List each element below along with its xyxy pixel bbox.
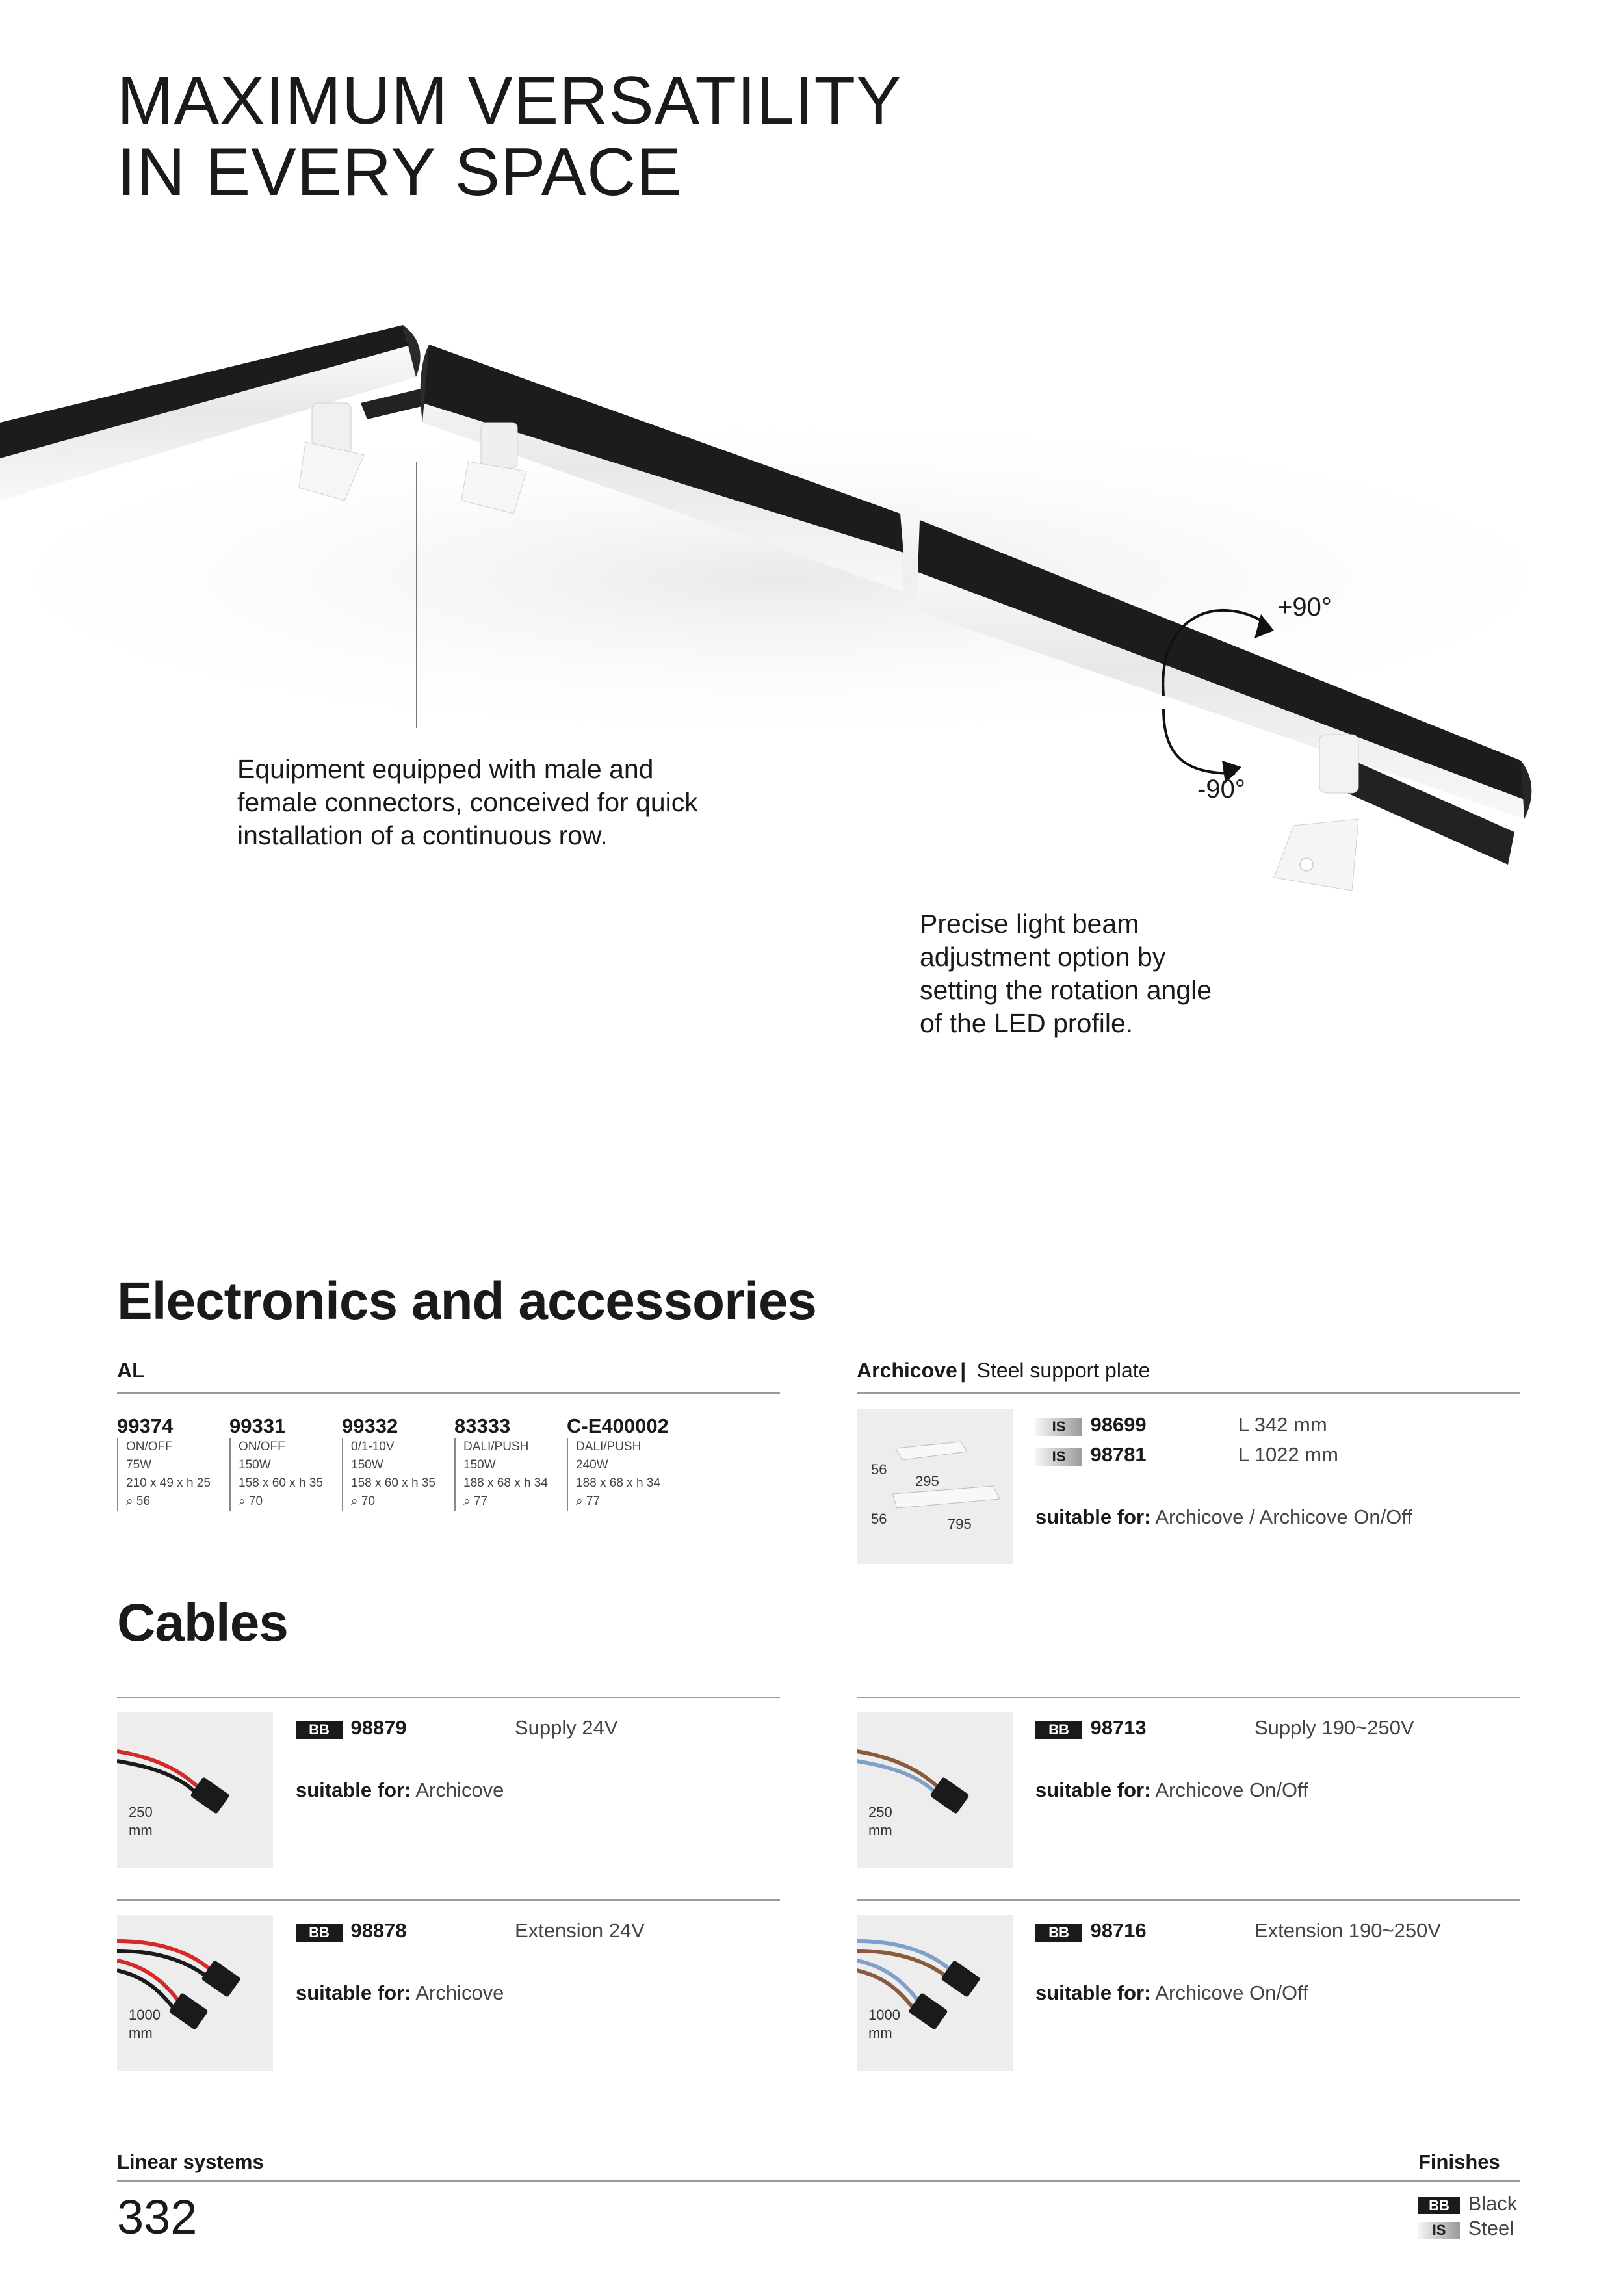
page-ref-icon: ⌕ bbox=[463, 1494, 471, 1508]
cable-image bbox=[857, 1712, 1013, 1868]
al-label: AL bbox=[117, 1359, 145, 1382]
cable-item[interactable] bbox=[296, 1716, 407, 1740]
cable-length-value: 1000 bbox=[129, 2007, 161, 2023]
archicove-suitable bbox=[1035, 1506, 1412, 1529]
al-item-specs bbox=[567, 1438, 669, 1511]
al-item-power: 75W bbox=[126, 1458, 152, 1472]
al-item-page: ⌕ 77 bbox=[463, 1494, 488, 1508]
al-item-dims: 158 x 60 x h 35 bbox=[239, 1476, 323, 1490]
cable-length bbox=[868, 2006, 900, 2042]
cable-desc: Extension 24V bbox=[515, 1919, 645, 1942]
cables-heading: Cables bbox=[117, 1593, 288, 1652]
finish-badge: IS bbox=[1035, 1418, 1082, 1436]
finish-badge: IS bbox=[1035, 1448, 1082, 1466]
cable-drawing bbox=[117, 1915, 273, 2071]
connectors-callout bbox=[237, 753, 698, 852]
al-item[interactable] bbox=[229, 1415, 323, 1511]
al-item-mode: DALI/PUSH bbox=[463, 1440, 529, 1454]
suitable-label: suitable for: bbox=[296, 1981, 411, 2004]
cable-image bbox=[117, 1712, 273, 1868]
al-items bbox=[117, 1415, 780, 1519]
cable-length bbox=[129, 2006, 161, 2042]
cable-length-unit: mm bbox=[129, 2025, 153, 2041]
al-item-specs bbox=[342, 1438, 435, 1511]
al-item-dims: 158 x 60 x h 35 bbox=[351, 1476, 435, 1490]
page-ref-icon: ⌕ bbox=[126, 1494, 133, 1508]
al-item-page: ⌕ 56 bbox=[126, 1494, 151, 1508]
cable-length-unit: mm bbox=[868, 1822, 892, 1838]
cable-suitable bbox=[296, 1981, 504, 2005]
plate-dim-w1: 56 bbox=[871, 1461, 887, 1478]
al-item[interactable] bbox=[342, 1415, 435, 1511]
cable-rule bbox=[117, 1899, 780, 1901]
cable-desc: Extension 190~250V bbox=[1254, 1919, 1441, 1942]
archicove-code: 98781 bbox=[1090, 1443, 1147, 1466]
cable-length-value: 250 bbox=[868, 1804, 892, 1820]
finish-name: Steel bbox=[1468, 2217, 1514, 2239]
finish-badge: BB bbox=[1418, 2197, 1460, 2214]
rotation-callout bbox=[920, 907, 1212, 1040]
plate-dim-w2: 56 bbox=[871, 1511, 887, 1527]
al-item-power: 150W bbox=[239, 1458, 271, 1472]
al-item-page: ⌕ 77 bbox=[576, 1494, 601, 1508]
finish-badge: BB bbox=[296, 1721, 343, 1739]
al-item-dims: 188 x 68 x h 34 bbox=[576, 1476, 660, 1490]
angle-plus-label: +90° bbox=[1277, 593, 1332, 621]
al-item[interactable] bbox=[567, 1415, 669, 1511]
al-item-mode: DALI/PUSH bbox=[576, 1440, 642, 1454]
cable-suitable bbox=[1035, 1779, 1308, 1802]
cable-length bbox=[868, 1803, 892, 1840]
cable-suitable bbox=[296, 1779, 504, 1802]
cable-length-unit: mm bbox=[129, 1822, 153, 1838]
page-ref-icon: ⌕ bbox=[351, 1494, 358, 1508]
cable-code: 98879 bbox=[350, 1716, 407, 1739]
suitable-label: suitable for: bbox=[1035, 1506, 1151, 1528]
cable-code: 98716 bbox=[1090, 1919, 1147, 1942]
callout-line: adjustment option by bbox=[920, 942, 1166, 972]
cable-length-unit: mm bbox=[868, 2025, 892, 2041]
suitable-value: Archicove / Archicove On/Off bbox=[1155, 1506, 1413, 1528]
cable-item[interactable] bbox=[1035, 1919, 1147, 1942]
al-item-power: 150W bbox=[463, 1458, 496, 1472]
al-item[interactable] bbox=[454, 1415, 548, 1511]
cable-drawing bbox=[857, 1712, 1013, 1868]
cable-code: 98713 bbox=[1090, 1716, 1147, 1739]
suitable-value: Archicove On/Off bbox=[1155, 1981, 1308, 2004]
archicove-sub: Steel support plate bbox=[976, 1359, 1150, 1382]
archicove-length: L 1022 mm bbox=[1238, 1443, 1338, 1466]
title-line-1: MAXIMUM VERSATILITY bbox=[117, 63, 902, 138]
suitable-value: Archicove bbox=[415, 1779, 504, 1801]
al-item-dims: 210 x 49 x h 25 bbox=[126, 1476, 211, 1490]
suitable-label: suitable for: bbox=[296, 1779, 411, 1801]
callout-line: setting the rotation angle bbox=[920, 975, 1212, 1005]
al-item-specs bbox=[117, 1438, 211, 1511]
al-item-mode: 0/1-10V bbox=[351, 1440, 395, 1454]
al-item-code: C-E400002 bbox=[567, 1415, 669, 1437]
archicove-item[interactable] bbox=[1035, 1413, 1147, 1437]
cable-rule bbox=[117, 1697, 780, 1698]
footer-rule bbox=[117, 2180, 1520, 2182]
al-item-specs bbox=[454, 1438, 548, 1511]
angle-minus-label: -90° bbox=[1197, 775, 1245, 803]
cable-length-value: 1000 bbox=[868, 2007, 900, 2023]
footer-section-label: Linear systems bbox=[117, 2150, 264, 2173]
cable-item[interactable] bbox=[296, 1919, 407, 1942]
page-ref-icon: ⌕ bbox=[239, 1494, 246, 1508]
cable-drawing bbox=[117, 1712, 273, 1868]
finish-badge: BB bbox=[1035, 1721, 1082, 1739]
al-item-code: 99331 bbox=[229, 1415, 286, 1437]
archicove-code: 98699 bbox=[1090, 1413, 1147, 1436]
page-number: 332 bbox=[117, 2190, 198, 2244]
finish-badge: BB bbox=[1035, 1924, 1082, 1942]
callout-line: installation of a continuous row. bbox=[237, 820, 608, 850]
suitable-value: Archicove On/Off bbox=[1155, 1779, 1308, 1801]
archicove-separator: | bbox=[960, 1359, 967, 1382]
finish-legend-item bbox=[1418, 2192, 1517, 2215]
finishes-label: Finishes bbox=[1418, 2150, 1500, 2173]
cable-item[interactable] bbox=[1035, 1716, 1147, 1740]
page-title bbox=[117, 65, 902, 208]
archicove-header bbox=[857, 1359, 1150, 1383]
plate-dim-l2: 795 bbox=[948, 1516, 972, 1532]
title-line-2: IN EVERY SPACE bbox=[117, 135, 682, 210]
cable-length-value: 250 bbox=[129, 1804, 153, 1820]
plate-dim-l1: 295 bbox=[915, 1473, 939, 1489]
suitable-value: Archicove bbox=[415, 1981, 504, 2004]
cable-image bbox=[857, 1915, 1013, 2071]
al-rule bbox=[117, 1392, 780, 1394]
callout-line: Equipment equipped with male and bbox=[237, 754, 654, 784]
cable-drawing bbox=[857, 1915, 1013, 2071]
callout-line: female connectors, conceived for quick bbox=[237, 787, 698, 817]
cable-code: 98878 bbox=[350, 1919, 407, 1942]
al-item[interactable] bbox=[117, 1415, 211, 1511]
cable-length bbox=[129, 1803, 153, 1840]
support-plate-image bbox=[857, 1409, 1013, 1564]
suitable-label: suitable for: bbox=[1035, 1981, 1151, 2004]
finish-badge: IS bbox=[1418, 2222, 1460, 2239]
al-item-page: ⌕ 70 bbox=[239, 1494, 263, 1508]
callout-line: Precise light beam bbox=[920, 909, 1139, 939]
finish-legend-item bbox=[1418, 2217, 1514, 2240]
archicove-label: Archicove bbox=[857, 1359, 957, 1382]
al-item-power: 240W bbox=[576, 1458, 608, 1472]
cable-rule bbox=[857, 1899, 1520, 1901]
finish-name: Black bbox=[1468, 2192, 1518, 2215]
al-item-mode: ON/OFF bbox=[126, 1440, 173, 1454]
cable-suitable bbox=[1035, 1981, 1308, 2005]
archicove-rule bbox=[857, 1392, 1520, 1394]
al-item-code: 99332 bbox=[342, 1415, 398, 1437]
al-item-page: ⌕ 70 bbox=[351, 1494, 376, 1508]
cable-desc: Supply 24V bbox=[515, 1716, 618, 1739]
al-item-power: 150W bbox=[351, 1458, 383, 1472]
cable-image bbox=[117, 1915, 273, 2071]
archicove-length: L 342 mm bbox=[1238, 1413, 1327, 1436]
al-item-code: 99374 bbox=[117, 1415, 174, 1437]
callout-line: of the LED profile. bbox=[920, 1008, 1134, 1038]
suitable-label: suitable for: bbox=[1035, 1779, 1151, 1801]
page-ref-icon: ⌕ bbox=[576, 1494, 583, 1508]
al-item-code: 83333 bbox=[454, 1415, 511, 1437]
cable-rule bbox=[857, 1697, 1520, 1698]
finish-badge: BB bbox=[296, 1924, 343, 1942]
archicove-item[interactable] bbox=[1035, 1443, 1147, 1467]
al-item-specs bbox=[229, 1438, 323, 1511]
al-item-dims: 188 x 68 x h 34 bbox=[463, 1476, 548, 1490]
al-item-mode: ON/OFF bbox=[239, 1440, 285, 1454]
led-profile-illustration bbox=[0, 306, 1623, 995]
cable-desc: Supply 190~250V bbox=[1254, 1716, 1414, 1739]
electronics-heading: Electronics and accessories bbox=[117, 1272, 817, 1331]
